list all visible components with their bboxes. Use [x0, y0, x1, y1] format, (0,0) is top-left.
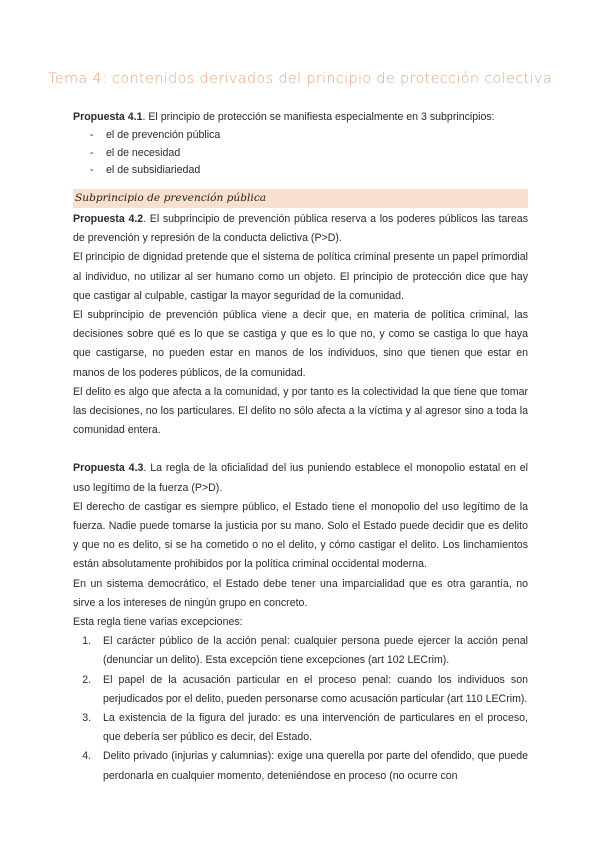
- list-item: - el de prevención pública: [90, 127, 528, 145]
- list-item: - el de subsidiariedad: [90, 162, 528, 180]
- paragraph: El principio de dignidad pretende que el sistema de política criminal presente un papel primordial al individuo, no utilizar al ser humano como un objeto. El principio de protección dice que hay que castigar al culpable, castigar la mayor seguridad de la comunidad.: [73, 251, 528, 302]
- paragraph: Esta regla tiene varias excepciones:: [73, 616, 243, 629]
- list-item: - el de necesidad: [90, 145, 528, 163]
- exceptions-list: [73, 632, 528, 786]
- proposition-label: Propuesta 4.3: [73, 462, 144, 475]
- subprinciples-list: [73, 127, 528, 180]
- proposition-4-1: [73, 108, 528, 127]
- page-title: Tema 4: contenidos derivados del principio de protección colectiva: [48, 71, 552, 87]
- proposition-label: Propuesta 4.2: [73, 212, 144, 225]
- proposition-text: . El subprincipio de prevención pública reserva a los poderes públicos las tareas de prevención y represión de la conducta delictiva (P>D).: [73, 212, 528, 245]
- paragraph: El derecho de castigar es siempre público, el Estado tiene el monopolio del uso legítimo de la fuerza. Nadie puede tomarse la justicia por su mano. Solo el Estado puede decidir que es delito y que no es delito, si se ha cometido o no el delito, y cómo castigar el delito. Los linchamientos están absolutamente prohibidos por la política criminal occidental moderna.: [73, 500, 528, 571]
- proposition-4-3: [73, 459, 528, 497]
- proposition-text: . La regla de la oficialidad del ius puniendo establece el monopolio estatal en el uso legítimo de la fuerza (P>D).: [73, 462, 528, 494]
- list-item: 2. El papel de la acusación particular en el proceso penal: cuando los individuos son perjudicados por el delito, pueden personarse como acusación particular (art 110 LECrim).: [94, 671, 528, 709]
- section-heading: Subprincipio de prevención pública: [73, 189, 528, 208]
- proposition-4-2: [73, 210, 528, 248]
- list-item: 3. La existencia de la figura del jurado: es una intervención de particulares en el proceso, que debería ser público es decir, del Estado.: [94, 709, 528, 747]
- spacer: [73, 440, 528, 459]
- list-item: 4. Delito privado (injurias y calumnias): exige una querella por parte del ofendido, que puede perdonarla en cualquier momento, deteniéndose en proceso (no ocurre con: [94, 747, 528, 785]
- document-body: [73, 108, 528, 786]
- proposition-label: Propuesta 4.1: [73, 111, 143, 123]
- paragraph: En un sistema democrático, el Estado debe tener una imparcialidad que es otra garantía, no sirve a los intereses de ningún grupo en concreto.: [73, 577, 528, 609]
- paragraph: El delito es algo que afecta a la comunidad, y por tanto es la colectividad la que tiene que tomar las decisiones, no los particulares. El delito no sólo afecta a la víctima y al agresor sino a toda la comunidad entera.: [73, 385, 528, 437]
- paragraph: El subprincipio de prevención pública viene a decir que, en materia de política criminal, las decisiones sobre qué es lo que se castiga y que es lo que no, y como se castiga lo que haya que castigarse, no pueden estar en manos de los individuos, sino que tienen que estar en manos de los poderes públicos, de la comunidad.: [73, 309, 528, 379]
- list-item: 1. El carácter público de la acción penal: cualquier persona puede ejercer la acción penal (denunciar un delito). Esta excepción tiene excepciones (art 102 LECrim).: [94, 632, 528, 670]
- proposition-text: . El principio de protección se manifiesta especialmente en 3 subprincipios:: [142, 111, 495, 123]
